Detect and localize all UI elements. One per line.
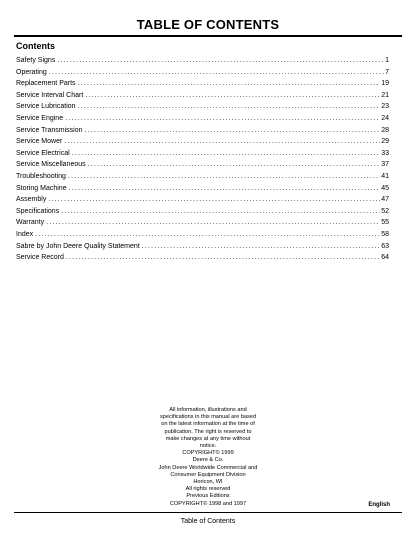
toc-leader-dots — [85, 125, 381, 137]
toc-entry-page: 41 — [381, 172, 389, 180]
notice-line: John Deere Worldwide Commercial and — [158, 464, 258, 471]
notice-line: Consumer Equipment Division — [170, 471, 246, 478]
toc-entry-page: 7 — [385, 68, 389, 76]
toc-entry[interactable] — [16, 159, 389, 171]
toc-entry-title: Specifications — [16, 207, 60, 215]
toc-leader-dots — [49, 67, 384, 79]
toc-entry-page: 1 — [385, 57, 389, 64]
toc-entry-page: 37 — [381, 161, 389, 169]
toc-entry-page: 45 — [381, 184, 389, 192]
toc-leader-dots — [66, 252, 380, 264]
toc-leader-dots — [69, 183, 381, 195]
notice-line: notice. — [199, 443, 217, 450]
toc-entry-title: Storing Machine — [16, 184, 67, 192]
toc-entry-title: Service Miscellaneous — [16, 161, 86, 169]
notice-line: Previous Editions — [186, 493, 230, 500]
toc-leader-dots — [88, 159, 381, 171]
toc-leader-dots — [72, 148, 381, 160]
notice-line: on the latest information at the time of — [161, 421, 255, 428]
title-rule — [14, 35, 402, 37]
toc-entry[interactable] — [16, 136, 389, 148]
toc-entry-page: 33 — [381, 149, 389, 157]
toc-entry[interactable] — [16, 101, 389, 113]
toc-entry-title: Assembly — [16, 196, 47, 204]
toc-leader-dots — [48, 194, 380, 206]
toc-entry-page: 28 — [381, 126, 389, 134]
toc-entry-page: 63 — [381, 242, 389, 250]
toc-entry[interactable] — [16, 194, 389, 206]
toc-leader-dots — [65, 113, 380, 125]
toc-entry-title: Operating — [16, 68, 47, 76]
notice-line: All information, illustrations and — [169, 407, 247, 413]
toc-leader-dots — [142, 241, 380, 253]
notice-line: make changes at any time without — [165, 435, 251, 442]
toc-entry-title: Index — [16, 230, 34, 238]
toc-entry[interactable] — [16, 67, 389, 79]
toc-entry-page: 55 — [381, 219, 389, 227]
toc-leader-dots — [57, 55, 384, 67]
notice-line: Horicon, WI — [193, 479, 223, 486]
toc-entry-title: Service Engine — [16, 114, 64, 122]
toc-entry-title: Warranty — [16, 219, 45, 227]
toc-entry[interactable] — [16, 90, 389, 102]
toc-entry-title: Service Record — [16, 254, 64, 262]
language-label: English — [368, 502, 390, 508]
toc-entry-title: Service Mower — [16, 138, 63, 146]
toc-entry-page: 58 — [381, 230, 389, 238]
toc-entry[interactable] — [16, 241, 389, 253]
toc-entry-title: Troubleshooting — [16, 172, 66, 180]
toc-entry[interactable] — [16, 183, 389, 195]
toc-entry[interactable] — [16, 229, 389, 241]
toc-leader-dots — [64, 136, 380, 148]
toc-entry-page: 23 — [381, 103, 389, 111]
toc-entry[interactable] — [16, 217, 389, 229]
toc-entry-page: 24 — [381, 114, 389, 122]
toc-leader-dots — [46, 217, 380, 229]
contents-heading: Contents — [16, 41, 55, 51]
notice-line: All rights reserved — [185, 486, 231, 493]
footer-rule — [14, 512, 402, 513]
notice-line: COPYRIGHT© 1999 — [182, 450, 234, 457]
toc-entry-title: Replacement Parts — [16, 80, 76, 88]
toc-entry-title: Service Electrical — [16, 149, 70, 157]
toc-entry-page: 64 — [381, 254, 389, 262]
toc-entry-page: 19 — [381, 80, 389, 88]
toc-entry[interactable] — [16, 206, 389, 218]
toc-entry-page: 47 — [381, 196, 389, 204]
toc-leader-dots — [78, 78, 381, 90]
toc-entry-title: Service Transmission — [16, 126, 83, 134]
toc-entry-page: 29 — [381, 138, 389, 146]
toc-entry[interactable] — [16, 113, 389, 125]
toc-entry[interactable] — [16, 252, 389, 264]
toc-leader-dots — [68, 171, 380, 183]
toc-leader-dots — [35, 229, 380, 241]
toc-entry-title: Sabre by John Deere Quality Statement — [16, 242, 140, 250]
footer-label: Table of Contents — [180, 518, 236, 525]
notice-line: specifications in this manual are based — [159, 414, 257, 421]
notice-line: publication. The right is reserved to — [164, 428, 252, 435]
toc-entry[interactable] — [16, 55, 389, 67]
toc-leader-dots — [78, 101, 381, 113]
copyright-notice — [128, 407, 288, 508]
toc-entry-title: Safety Signs — [16, 57, 56, 64]
toc-entry[interactable] — [16, 125, 389, 137]
toc-leader-dots — [61, 206, 380, 218]
toc-entry-page: 21 — [381, 91, 389, 99]
notice-line: COPYRIGHT© 1998 and 1997 — [169, 500, 247, 507]
page-title: TABLE OF CONTENTS — [136, 17, 280, 32]
notice-line: Deere & Co. — [192, 457, 224, 464]
toc-list — [16, 55, 389, 264]
toc-entry-page: 52 — [381, 207, 389, 215]
toc-entry[interactable] — [16, 171, 389, 183]
toc-entry[interactable] — [16, 78, 389, 90]
toc-entry[interactable] — [16, 148, 389, 160]
toc-leader-dots — [85, 90, 380, 102]
toc-entry-title: Service Interval Chart — [16, 91, 84, 99]
toc-entry-title: Service Lubrication — [16, 103, 76, 111]
